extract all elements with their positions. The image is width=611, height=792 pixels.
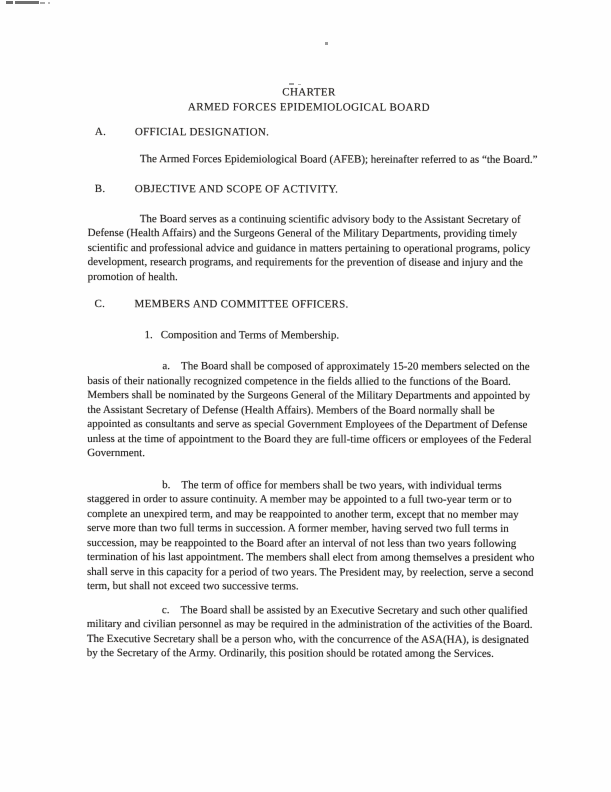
section-a-title: OFFICIAL DESIGNATION. [134, 126, 270, 139]
scan-artifact-streak [48, 2, 50, 4]
document-body [87, 85, 540, 661]
item-a-text: The Board shall be composed of approximately 15-20 members selected on the basis of their nationally recognized competence in the fields allied to the functions of the Board. Members shall be nominated by the Surgeons General of the Military Departments and appointed by the Assistant Secretary of Defense (Health Affairs). Members of the Board normally shall be appointed as consultants and serve as special Government Employees of the Department of Defense unless at the time of appointment to the Board they are full-time officers or employees of the Federal Government. [87, 360, 532, 460]
item-b-paragraph [87, 477, 539, 594]
section-c-heading [88, 297, 540, 312]
section-c-title: MEMBERS AND COMMITTEE OFFICERS. [134, 298, 349, 311]
item-a-label: a. [162, 360, 171, 373]
section-a-heading [88, 125, 540, 140]
section-b-title: OBJECTIVE AND SCOPE OF ACTIVITY. [134, 183, 339, 196]
section-a-label: A. [94, 126, 107, 139]
subsection-1-heading [87, 327, 539, 342]
section-a-paragraph: The Armed Forces Epidemiological Board (AFEB); hereinafter referred to as “the Board.” [139, 152, 538, 166]
section-b-heading [88, 182, 540, 197]
scan-artifact-speck [325, 42, 328, 45]
scan-artifact-streak [40, 2, 45, 4]
item-b-label: b. [162, 478, 171, 491]
section-c-label: C. [94, 298, 106, 311]
section-b-label: B. [94, 183, 106, 196]
item-c-text: The Board shall be assisted by an Executive Secretary and such other qualified military and civilian personnel as may be required in the administration of the activities of the Board. The Executive Secretary shall be a person who, with the concurrence of the ASA(HA), is designated by the Secretary of the Army. Ordinarily, this position should be rotated among the Services. [86, 603, 533, 660]
item-c-paragraph [87, 602, 539, 661]
subsection-1-title: Composition and Terms of Membership. [160, 328, 340, 342]
title-line-charter: CHARTER [282, 86, 336, 99]
title-line-board-name: ARMED FORCES EPIDEMIOLOGICAL BOARD [187, 100, 430, 114]
item-c-label: c. [161, 603, 170, 616]
scan-artifact-streak [15, 1, 39, 4]
scan-artifact-streak [6, 1, 13, 4]
section-b-paragraph: The Board serves as a continuing scientific advisory body to the Assistant Secretary of Defense (Health Affairs) and the Surgeons General of the Military Departments, providing timely scientific and professional advice and guidance in matters pertaining to operational programs, policy development, research programs, and requirements for the prevention of disease and injury and the promotion of health. [87, 212, 531, 283]
document-title [78, 85, 540, 115]
item-b-text: The term of office for members shall be two years, with individual terms staggered in order to assure continuity. A member may be appointed to a full two-year term or to complete an unexpired term, and may be reappointed to another term, except that no member may serve more than two full terms in succession. A former member, having served two full terms in succession, may be reappointed to the Board after an interval of not less than two years following termination of his last appointment. The members shall elect from among themselves a president who shall serve in this capacity for a period of two years. The President may, by reelection, serve a second term, but shall not exceed two successive terms. [86, 478, 535, 593]
subsection-1-label: 1. [144, 328, 153, 341]
item-a-paragraph [87, 359, 539, 461]
